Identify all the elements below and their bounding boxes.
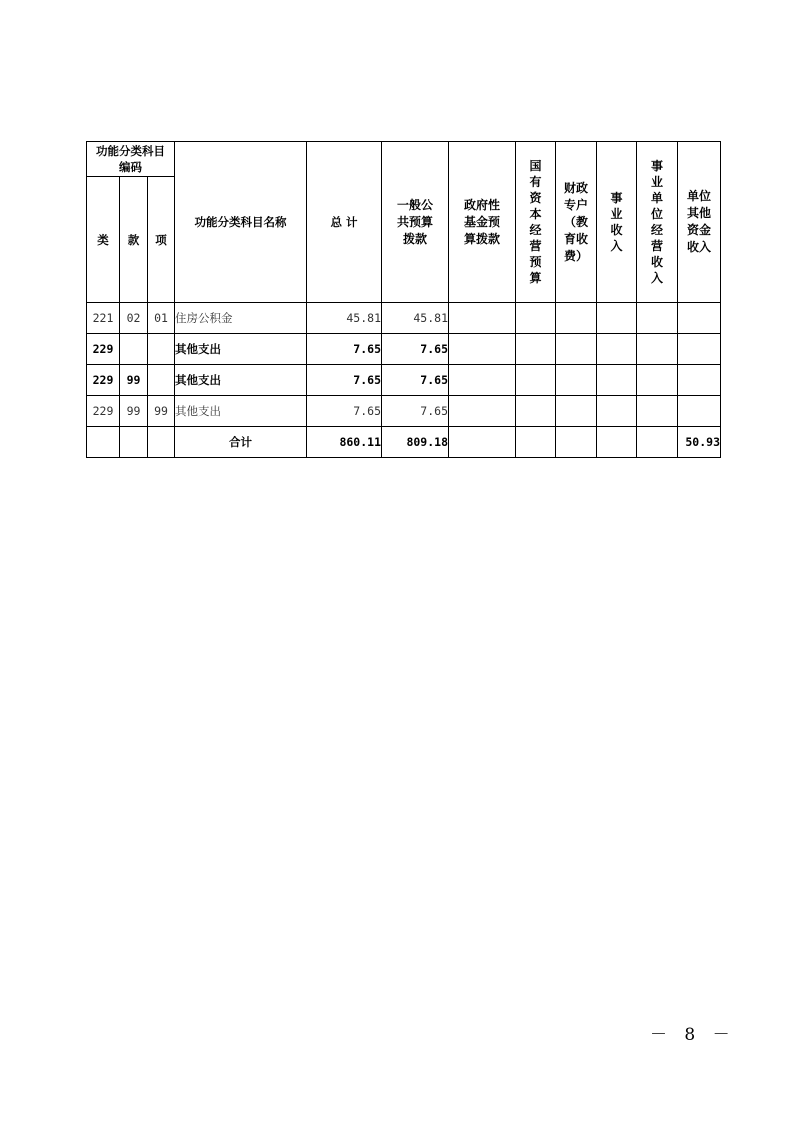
cell-unit-business: [637, 334, 678, 365]
header-total: 总 计: [307, 142, 382, 303]
cell-lei: 221: [87, 303, 120, 334]
cell-other: [678, 303, 721, 334]
header-xiang: 项: [148, 177, 175, 303]
cell-capital: [516, 396, 556, 427]
header-code-group: 功能分类科目编码: [87, 142, 175, 177]
cell-fund: [449, 303, 516, 334]
cell-business: [597, 396, 637, 427]
cell-xiang: [148, 334, 175, 365]
cell-fiscal: [556, 396, 597, 427]
header-fiscal-special: 财政专户（教育收费）: [556, 142, 597, 303]
cell-lei: [87, 427, 120, 458]
cell-fiscal: [556, 427, 597, 458]
cell-name: 其他支出: [175, 365, 307, 396]
table-row: [87, 365, 721, 396]
cell-kuan: 02: [120, 303, 148, 334]
cell-unit-business: [637, 396, 678, 427]
cell-total: 7.65: [307, 396, 382, 427]
cell-fund: [449, 365, 516, 396]
cell-unit-business: [637, 427, 678, 458]
budget-table: [86, 141, 721, 458]
table-row: [87, 396, 721, 427]
cell-other: [678, 365, 721, 396]
cell-fund: [449, 427, 516, 458]
cell-lei: 229: [87, 365, 120, 396]
cell-fund: [449, 396, 516, 427]
header-business-income: 事业收入: [597, 142, 637, 303]
cell-kuan: [120, 427, 148, 458]
cell-name: 住房公积金: [175, 303, 307, 334]
cell-xiang: 99: [148, 396, 175, 427]
header-business-unit-income: 事业单位经营收入: [637, 142, 678, 303]
cell-business: [597, 334, 637, 365]
cell-capital: [516, 303, 556, 334]
cell-general: 809.18: [382, 427, 449, 458]
cell-kuan: 99: [120, 396, 148, 427]
cell-general: 7.65: [382, 396, 449, 427]
header-general-budget: 一般公共预算拨款: [382, 142, 449, 303]
header-lei: 类: [87, 177, 120, 303]
cell-business: [597, 365, 637, 396]
cell-unit-business: [637, 303, 678, 334]
cell-xiang: 01: [148, 303, 175, 334]
cell-fund: [449, 334, 516, 365]
header-state-capital: 国有资本经营预算: [516, 142, 556, 303]
cell-xiang: [148, 365, 175, 396]
cell-fiscal: [556, 365, 597, 396]
cell-business: [597, 303, 637, 334]
cell-other: 50.93: [678, 427, 721, 458]
header-row-1: [87, 142, 721, 177]
cell-business: [597, 427, 637, 458]
page-number: － 8 －: [650, 1025, 736, 1045]
total-row: [87, 427, 721, 458]
table-row: [87, 334, 721, 365]
cell-lei: 229: [87, 396, 120, 427]
header-name: 功能分类科目名称: [175, 142, 307, 303]
total-label: 合计: [175, 427, 307, 458]
cell-general: 7.65: [382, 334, 449, 365]
cell-fiscal: [556, 303, 597, 334]
cell-other: [678, 334, 721, 365]
cell-fiscal: [556, 334, 597, 365]
cell-name: 其他支出: [175, 334, 307, 365]
cell-unit-business: [637, 365, 678, 396]
header-kuan: 款: [120, 177, 148, 303]
cell-capital: [516, 427, 556, 458]
cell-capital: [516, 334, 556, 365]
cell-capital: [516, 365, 556, 396]
cell-other: [678, 396, 721, 427]
cell-xiang: [148, 427, 175, 458]
cell-total: 7.65: [307, 365, 382, 396]
cell-general: 7.65: [382, 365, 449, 396]
header-other-income: 单位其他资金收入: [678, 142, 721, 303]
cell-total: 45.81: [307, 303, 382, 334]
cell-total: 7.65: [307, 334, 382, 365]
cell-kuan: [120, 334, 148, 365]
cell-name: 其他支出: [175, 396, 307, 427]
cell-total: 860.11: [307, 427, 382, 458]
header-gov-fund: 政府性基金预算拨款: [449, 142, 516, 303]
cell-lei: 229: [87, 334, 120, 365]
cell-general: 45.81: [382, 303, 449, 334]
cell-kuan: 99: [120, 365, 148, 396]
table-row: [87, 303, 721, 334]
